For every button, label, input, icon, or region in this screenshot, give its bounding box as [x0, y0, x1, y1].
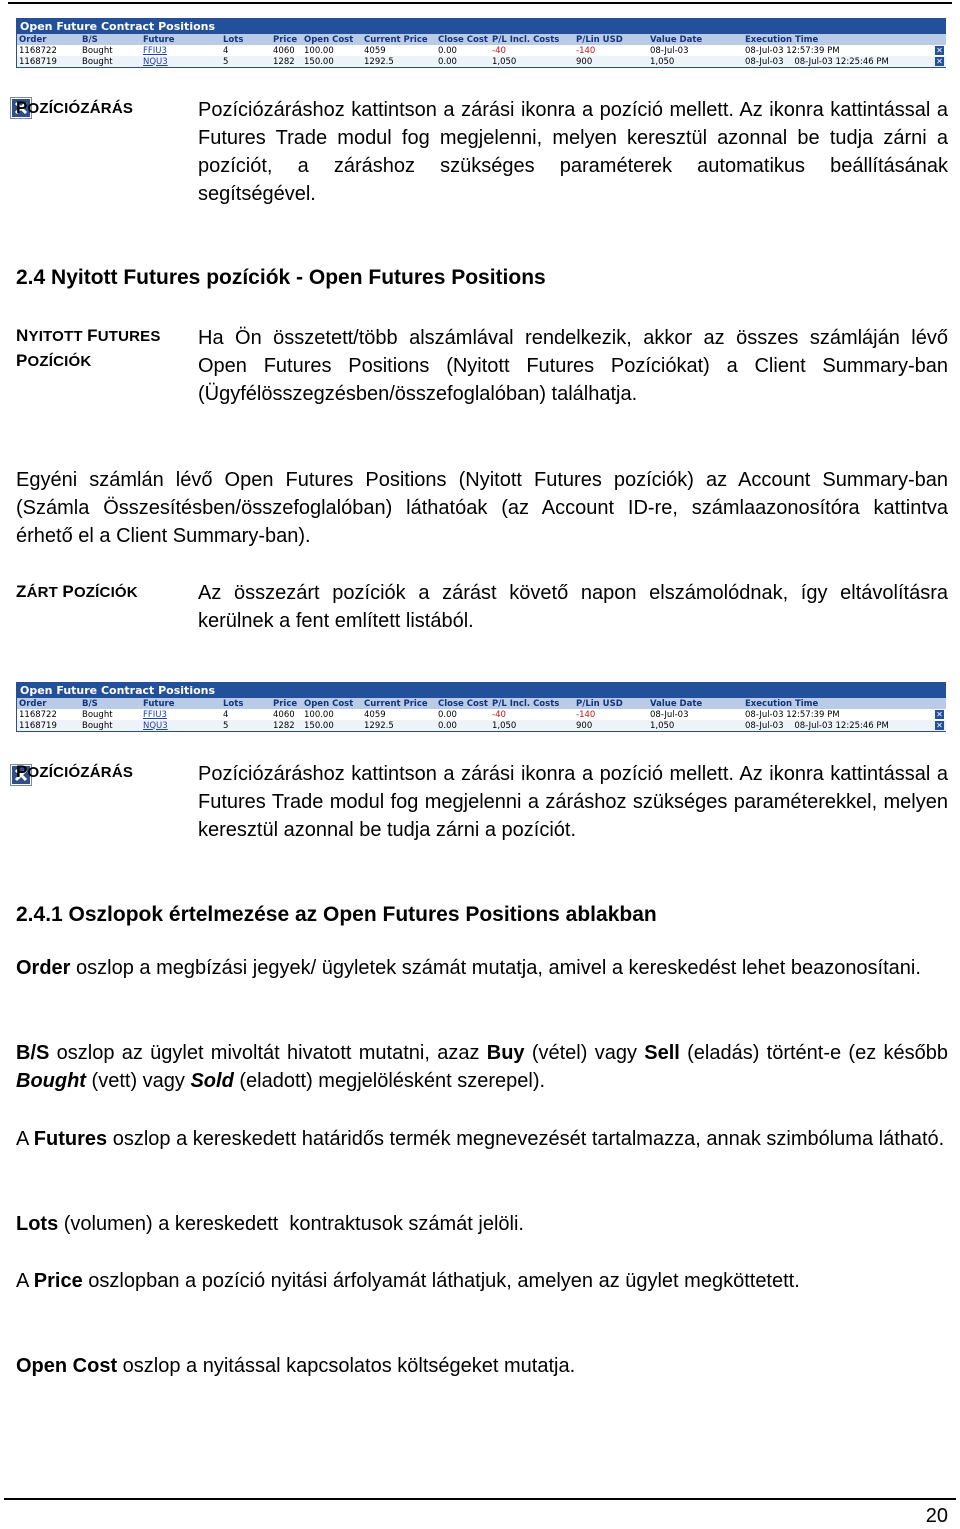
term: Open Cost — [16, 1355, 118, 1377]
open-cost-cell: 100.00 — [302, 45, 362, 56]
col-open-cost[interactable]: Open Cost — [302, 698, 362, 709]
paragraph-futures — [16, 1125, 948, 1153]
paragraph-open-cost — [16, 1352, 948, 1380]
pl-cell: -40 — [490, 709, 574, 720]
close-cost-cell: 0.00 — [436, 56, 490, 67]
future-link[interactable]: FFIU3 — [141, 45, 221, 56]
pl-lin-usd-cell: 1,050 — [648, 720, 743, 731]
close-position-icon[interactable]: ✕ — [936, 45, 943, 55]
section-text: Ha Ön összetett/több alszámlával rendelkezik, akkor az összes számláján lévő Open Futures Positions (Nyitott Futures Pozíciókat) a Client Summary-ban (Ügyfélösszegzésben/összefoglalóban) találhatja. — [198, 327, 948, 405]
pl-usd-cell: 900 — [574, 720, 648, 731]
open-cost-cell: 100.00 — [302, 709, 362, 720]
execution-time-cell: 08-Jul-03 12:57:39 PM — [743, 709, 933, 720]
lots-cell: 4 — [221, 45, 271, 56]
desc: oszlop a nyitással kapcsolatos költségeket mutatja. — [117, 1355, 576, 1377]
table-row — [17, 720, 946, 731]
paragraph-single-account: Egyéni számlán lévő Open Futures Positions (Nyitott Futures pozíciók) az Account Summary-ban (Számla Összesítésben/összefoglalóban) láthatóak (az Account ID-re, számlaazonosítóra kattintva érhető el a Client Summary-ban). — [16, 469, 948, 547]
term: Futures — [33, 1128, 108, 1150]
col-pl-usd[interactable]: P/Lin USD — [574, 34, 648, 45]
execution-time-cell: 08-Jul-03 12:57:39 PM — [743, 45, 933, 56]
bottom-rule — [4, 1498, 956, 1500]
term: Order — [16, 957, 71, 979]
col-execution-time[interactable]: Execution Time — [743, 698, 933, 709]
open-cost-cell: 150.00 — [302, 720, 362, 731]
term: Bought — [16, 1070, 86, 1092]
col-lots[interactable]: Lots — [221, 698, 271, 709]
term: Sold — [190, 1070, 234, 1092]
section-text: Az összezárt pozíciók a zárást követő napon elszámolódnak, így eltávolításra kerülnek a fent említett listából. — [198, 582, 948, 632]
current-price-cell: 1292.5 — [362, 56, 436, 67]
order-cell: 1168722 — [17, 45, 80, 56]
col-bs[interactable]: B/S — [80, 698, 141, 709]
pl-lin-usd-cell: 1,050 — [648, 56, 743, 67]
close-position-icon[interactable]: ✕ — [936, 709, 943, 719]
col-current-price[interactable]: Current Price — [362, 34, 436, 45]
order-cell: 1168722 — [17, 709, 80, 720]
current-price-cell: 4059 — [362, 709, 436, 720]
close-position-icon[interactable]: ✕ — [936, 720, 943, 730]
desc: (volumen) a kereskedett kontraktusok számát jelöli. — [58, 1213, 524, 1235]
label-rest: OZÍCIÓZÁRÁS — [27, 764, 134, 781]
section-label-pozicio-zaras — [16, 760, 133, 785]
col-close-cost[interactable]: Close Cost — [436, 698, 490, 709]
pl-usd-cell: -140 — [574, 709, 648, 720]
table-title: Open Future Contract Positions — [17, 19, 945, 34]
execution-time-cell: 08-Jul-03 12:25:46 PM — [794, 56, 889, 67]
label-cap: N — [16, 326, 29, 345]
close-cost-cell: 0.00 — [436, 720, 490, 731]
lots-cell: 4 — [221, 709, 271, 720]
price-cell: 1282 — [271, 720, 302, 731]
col-pl-incl-costs[interactable]: P/L Incl. Costs — [490, 698, 574, 709]
term: Buy — [486, 1042, 525, 1064]
col-future[interactable]: Future — [141, 34, 221, 45]
bs-cell: Bought — [80, 56, 141, 67]
future-link[interactable]: FFIU3 — [141, 709, 221, 720]
col-execution-time[interactable]: Execution Time — [743, 34, 933, 45]
paragraph-price — [16, 1267, 948, 1295]
bs-cell: Bought — [80, 709, 141, 720]
term: Lots — [16, 1213, 59, 1235]
col-lots[interactable]: Lots — [221, 34, 271, 45]
pl-cell: 1,050 — [490, 56, 574, 67]
price-cell: 4060 — [271, 45, 302, 56]
label-rest: OZÍCIÓK — [27, 353, 92, 370]
label-cap: Z — [16, 582, 27, 601]
desc: (eladott) megjelölésként szerepel). — [233, 1070, 546, 1092]
lots-cell: 5 — [221, 56, 271, 67]
table-header-row — [17, 698, 946, 709]
desc: (eladás) történt-e (ez később — [679, 1042, 948, 1064]
positions-table-2 — [16, 682, 946, 732]
section-label-pozicio-zaras — [16, 96, 133, 121]
heading-2-4: 2.4 Nyitott Futures pozíciók - Open Futures Positions — [16, 266, 546, 289]
col-bs[interactable]: B/S — [80, 34, 141, 45]
desc: oszlop az ügylet mivoltát hivatott mutatni, azaz — [49, 1042, 487, 1064]
col-price[interactable]: Price — [271, 698, 302, 709]
col-value-date[interactable]: Value Date — [648, 34, 743, 45]
section-label-nyitott-futures — [16, 324, 161, 374]
col-open-cost[interactable]: Open Cost — [302, 34, 362, 45]
desc: oszlopban a pozíció nyitási árfolyamát láthatjuk, amelyen az ügylet megköttetett. — [82, 1270, 800, 1292]
top-rule — [8, 2, 952, 4]
value-date-cell: 08-Jul-03 — [648, 45, 743, 56]
close-position-icon[interactable]: ✕ — [936, 56, 943, 66]
section-label-zart-poziciok — [16, 580, 138, 605]
label-rest: YITOTT — [28, 328, 88, 345]
order-cell: 1168719 — [17, 720, 80, 731]
future-link[interactable]: NQU3 — [141, 720, 221, 731]
price-cell: 4060 — [271, 709, 302, 720]
label-rest: UTURES — [97, 328, 161, 345]
lots-cell: 5 — [221, 720, 271, 731]
pl-cell: 1,050 — [490, 720, 574, 731]
price-cell: 1282 — [271, 56, 302, 67]
col-current-price[interactable]: Current Price — [362, 698, 436, 709]
col-future[interactable]: Future — [141, 698, 221, 709]
bs-cell: Bought — [80, 45, 141, 56]
heading-2-4-1: 2.4.1 Oszlopok értelmezése az Open Futures Positions ablakban — [16, 903, 657, 926]
desc: oszlop a megbízási jegyek/ ügyletek számát mutatja, amivel a kereskedést lehet beazonosítani. — [70, 957, 921, 979]
current-price-cell: 4059 — [362, 45, 436, 56]
table-header-row — [17, 34, 946, 45]
future-link[interactable]: NQU3 — [141, 56, 221, 67]
paragraph-order — [16, 954, 948, 982]
label-cap: P — [16, 762, 28, 781]
label-cap: F — [87, 326, 98, 345]
section-text: Pozíciózáráshoz kattintson a zárási ikonra a pozíció mellett. Az ikonra kattintással a Futures Trade modul fog megjelenni a záráshoz szükséges paraméterekkel, melyen keresztül azonnal be tudja zárni a pozíciót. — [198, 763, 948, 841]
value-date-cell: 08-Jul-03 — [648, 709, 743, 720]
execution-time-cell: 08-Jul-03 12:25:46 PM — [794, 720, 889, 731]
col-pl-usd[interactable]: P/Lin USD — [574, 698, 648, 709]
paragraph-bs — [16, 1039, 948, 1095]
desc: (vett) vagy — [85, 1070, 191, 1092]
positions-table-1 — [16, 18, 946, 68]
bs-cell: Bought — [80, 720, 141, 731]
label-rest: ÁRT — [26, 584, 63, 601]
desc: (vétel) vagy — [524, 1042, 645, 1064]
close-cost-cell: 0.00 — [436, 709, 490, 720]
label-rest: OZÍCIÓK — [73, 584, 138, 601]
desc: A — [16, 1270, 34, 1292]
open-cost-cell: 150.00 — [302, 56, 362, 67]
col-order[interactable]: Order — [17, 698, 80, 709]
label-cap: P — [16, 351, 28, 370]
paragraph-lots — [16, 1210, 948, 1238]
term: B/S — [16, 1042, 50, 1064]
value-date-cell: 08-Jul-03 — [745, 720, 784, 731]
desc: A — [16, 1128, 34, 1150]
col-order[interactable]: Order — [17, 34, 80, 45]
col-pl-incl-costs[interactable]: P/L Incl. Costs — [490, 34, 574, 45]
col-close-cost[interactable]: Close Cost — [436, 34, 490, 45]
label-rest: OZÍCIÓZÁRÁS — [27, 100, 134, 117]
table-row — [17, 56, 946, 67]
section-text: Pozíciózáráshoz kattintson a zárási ikonra a pozíció mellett. Az ikonra kattintással a Futures Trade modul fog megjelenni, melyen keresztül azonnal be tudja zárni a pozíciót, a záráshoz szükséges paraméterek automatikus beállításának segítségével. — [198, 99, 948, 205]
desc: oszlop a kereskedett határidős termék megnevezését tartalmazza, annak szimbóluma látható. — [107, 1128, 945, 1150]
table-title: Open Future Contract Positions — [17, 683, 945, 698]
table-row — [17, 45, 946, 56]
order-cell: 1168719 — [17, 56, 80, 67]
pl-usd-cell: -140 — [574, 45, 648, 56]
value-date-cell: 08-Jul-03 — [745, 56, 784, 67]
pl-usd-cell: 900 — [574, 56, 648, 67]
table-row — [17, 709, 946, 720]
current-price-cell: 1292.5 — [362, 720, 436, 731]
term: Price — [33, 1270, 83, 1292]
col-price[interactable]: Price — [271, 34, 302, 45]
pl-cell: -40 — [490, 45, 574, 56]
term: Sell — [644, 1042, 680, 1064]
label-cap: P — [62, 582, 74, 601]
label-cap: P — [16, 98, 28, 117]
page-number: 20 — [925, 1505, 948, 1527]
col-value-date[interactable]: Value Date — [648, 698, 743, 709]
close-cost-cell: 0.00 — [436, 45, 490, 56]
